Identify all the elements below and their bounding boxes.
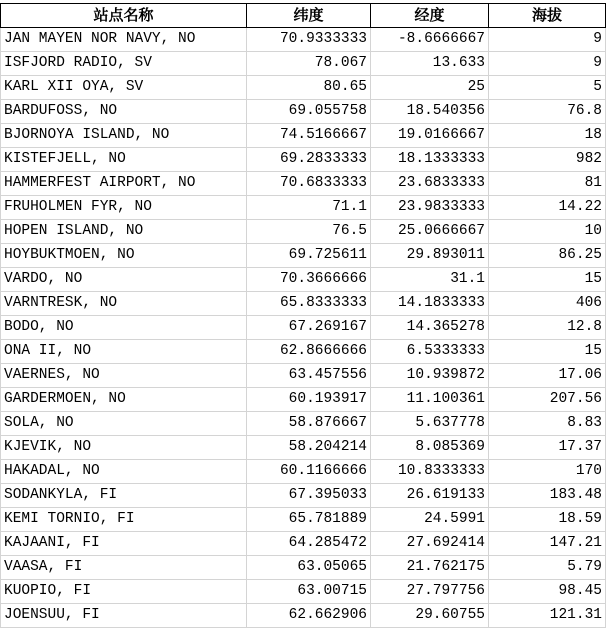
station-name-cell[interactable]: SODANKYLA, FI <box>1 484 247 508</box>
station-name-cell[interactable]: BJORNOYA ISLAND, NO <box>1 124 247 148</box>
altitude-cell[interactable]: 12.8 <box>489 316 606 340</box>
station-table <box>0 3 606 628</box>
latitude-cell[interactable]: 63.457556 <box>247 364 371 388</box>
station-name-cell[interactable]: KUOPIO, FI <box>1 580 247 604</box>
station-name-cell[interactable]: ISFJORD RADIO, SV <box>1 52 247 76</box>
longitude-cell[interactable]: 19.0166667 <box>371 124 489 148</box>
station-name-cell[interactable]: KISTEFJELL, NO <box>1 148 247 172</box>
longitude-cell[interactable]: 14.1833333 <box>371 292 489 316</box>
header-altitude[interactable]: 海拔 <box>489 4 606 28</box>
table-row <box>1 484 606 508</box>
station-name-cell[interactable]: KEMI TORNIO, FI <box>1 508 247 532</box>
station-name-cell[interactable]: HAKADAL, NO <box>1 460 247 484</box>
station-name-cell[interactable]: BARDUFOSS, NO <box>1 100 247 124</box>
table-row <box>1 292 606 316</box>
latitude-cell[interactable]: 70.3666666 <box>247 268 371 292</box>
altitude-cell[interactable]: 15 <box>489 340 606 364</box>
latitude-cell[interactable]: 63.00715 <box>247 580 371 604</box>
latitude-cell[interactable]: 70.9333333 <box>247 28 371 52</box>
longitude-cell[interactable]: 29.893011 <box>371 244 489 268</box>
header-row <box>1 4 606 28</box>
altitude-cell[interactable]: 14.22 <box>489 196 606 220</box>
latitude-cell[interactable]: 63.05065 <box>247 556 371 580</box>
table-row <box>1 100 606 124</box>
station-name-cell[interactable]: KAJAANI, FI <box>1 532 247 556</box>
latitude-cell[interactable]: 70.6833333 <box>247 172 371 196</box>
header-longitude[interactable]: 经度 <box>371 4 489 28</box>
latitude-cell[interactable]: 62.662906 <box>247 604 371 628</box>
altitude-cell[interactable]: 170 <box>489 460 606 484</box>
table-row <box>1 412 606 436</box>
table-row <box>1 604 606 628</box>
station-name-cell[interactable]: HOPEN ISLAND, NO <box>1 220 247 244</box>
table-row <box>1 364 606 388</box>
longitude-cell[interactable]: 10.8333333 <box>371 460 489 484</box>
latitude-cell[interactable]: 65.8333333 <box>247 292 371 316</box>
station-name-cell[interactable]: ONA II, NO <box>1 340 247 364</box>
latitude-cell[interactable]: 76.5 <box>247 220 371 244</box>
longitude-cell[interactable]: 25.0666667 <box>371 220 489 244</box>
altitude-cell[interactable]: 147.21 <box>489 532 606 556</box>
longitude-cell[interactable]: 26.619133 <box>371 484 489 508</box>
longitude-cell[interactable]: -8.6666667 <box>371 28 489 52</box>
table-row <box>1 340 606 364</box>
altitude-cell[interactable]: 8.83 <box>489 412 606 436</box>
altitude-cell[interactable]: 15 <box>489 268 606 292</box>
station-name-cell[interactable]: VARNTRESK, NO <box>1 292 247 316</box>
station-name-cell[interactable]: JOENSUU, FI <box>1 604 247 628</box>
longitude-cell[interactable]: 13.633 <box>371 52 489 76</box>
longitude-cell[interactable]: 31.1 <box>371 268 489 292</box>
latitude-cell[interactable]: 67.269167 <box>247 316 371 340</box>
altitude-cell[interactable]: 18.59 <box>489 508 606 532</box>
table-row <box>1 460 606 484</box>
latitude-cell[interactable]: 69.2833333 <box>247 148 371 172</box>
altitude-cell[interactable]: 5.79 <box>489 556 606 580</box>
latitude-cell[interactable]: 62.8666666 <box>247 340 371 364</box>
table-row <box>1 52 606 76</box>
station-name-cell[interactable]: KJEVIK, NO <box>1 436 247 460</box>
longitude-cell[interactable]: 23.9833333 <box>371 196 489 220</box>
latitude-cell[interactable]: 58.876667 <box>247 412 371 436</box>
latitude-cell[interactable]: 74.5166667 <box>247 124 371 148</box>
table-row <box>1 172 606 196</box>
altitude-cell[interactable]: 10 <box>489 220 606 244</box>
longitude-cell[interactable]: 27.797756 <box>371 580 489 604</box>
altitude-cell[interactable]: 5 <box>489 76 606 100</box>
longitude-cell[interactable]: 18.540356 <box>371 100 489 124</box>
longitude-cell[interactable]: 5.637778 <box>371 412 489 436</box>
station-name-cell[interactable]: FRUHOLMEN FYR, NO <box>1 196 247 220</box>
table-row <box>1 508 606 532</box>
latitude-cell[interactable]: 65.781889 <box>247 508 371 532</box>
station-name-cell[interactable]: VAERNES, NO <box>1 364 247 388</box>
longitude-cell[interactable]: 11.100361 <box>371 388 489 412</box>
altitude-cell[interactable]: 9 <box>489 28 606 52</box>
latitude-cell[interactable]: 60.193917 <box>247 388 371 412</box>
latitude-cell[interactable]: 67.395033 <box>247 484 371 508</box>
table-row <box>1 148 606 172</box>
altitude-cell[interactable]: 406 <box>489 292 606 316</box>
longitude-cell[interactable]: 14.365278 <box>371 316 489 340</box>
latitude-cell[interactable]: 64.285472 <box>247 532 371 556</box>
longitude-cell[interactable]: 25 <box>371 76 489 100</box>
header-latitude[interactable]: 纬度 <box>247 4 371 28</box>
latitude-cell[interactable]: 69.055758 <box>247 100 371 124</box>
table-row <box>1 28 606 52</box>
altitude-cell[interactable]: 76.8 <box>489 100 606 124</box>
altitude-cell[interactable]: 98.45 <box>489 580 606 604</box>
longitude-cell[interactable]: 21.762175 <box>371 556 489 580</box>
longitude-cell[interactable]: 23.6833333 <box>371 172 489 196</box>
table-row <box>1 220 606 244</box>
longitude-cell[interactable]: 18.1333333 <box>371 148 489 172</box>
table-row <box>1 436 606 460</box>
altitude-cell[interactable]: 18 <box>489 124 606 148</box>
latitude-cell[interactable]: 58.204214 <box>247 436 371 460</box>
latitude-cell[interactable]: 78.067 <box>247 52 371 76</box>
longitude-cell[interactable]: 24.5991 <box>371 508 489 532</box>
longitude-cell[interactable]: 27.692414 <box>371 532 489 556</box>
altitude-cell[interactable]: 207.56 <box>489 388 606 412</box>
longitude-cell[interactable]: 6.5333333 <box>371 340 489 364</box>
station-name-cell[interactable]: HAMMERFEST AIRPORT, NO <box>1 172 247 196</box>
latitude-cell[interactable]: 60.1166666 <box>247 460 371 484</box>
table-row <box>1 196 606 220</box>
station-name-cell[interactable]: GARDERMOEN, NO <box>1 388 247 412</box>
table-row <box>1 556 606 580</box>
altitude-cell[interactable]: 17.06 <box>489 364 606 388</box>
altitude-cell[interactable]: 9 <box>489 52 606 76</box>
table-row <box>1 124 606 148</box>
station-name-cell[interactable]: KARL XII OYA, SV <box>1 76 247 100</box>
latitude-cell[interactable]: 71.1 <box>247 196 371 220</box>
station-name-cell[interactable]: VAASA, FI <box>1 556 247 580</box>
header-station-name[interactable]: 站点名称 <box>1 4 247 28</box>
table-row <box>1 316 606 340</box>
longitude-cell[interactable]: 8.085369 <box>371 436 489 460</box>
latitude-cell[interactable]: 69.725611 <box>247 244 371 268</box>
altitude-cell[interactable]: 81 <box>489 172 606 196</box>
table-row <box>1 76 606 100</box>
altitude-cell[interactable]: 121.31 <box>489 604 606 628</box>
altitude-cell[interactable]: 86.25 <box>489 244 606 268</box>
station-name-cell[interactable]: JAN MAYEN NOR NAVY, NO <box>1 28 247 52</box>
table-row <box>1 244 606 268</box>
station-name-cell[interactable]: BODO, NO <box>1 316 247 340</box>
table-row <box>1 580 606 604</box>
table-row <box>1 268 606 292</box>
station-name-cell[interactable]: HOYBUKTMOEN, NO <box>1 244 247 268</box>
latitude-cell[interactable]: 80.65 <box>247 76 371 100</box>
station-name-cell[interactable]: SOLA, NO <box>1 412 247 436</box>
table-row <box>1 388 606 412</box>
altitude-cell[interactable]: 982 <box>489 148 606 172</box>
longitude-cell[interactable]: 29.60755 <box>371 604 489 628</box>
table-row <box>1 532 606 556</box>
altitude-cell[interactable]: 183.48 <box>489 484 606 508</box>
longitude-cell[interactable]: 10.939872 <box>371 364 489 388</box>
altitude-cell[interactable]: 17.37 <box>489 436 606 460</box>
station-name-cell[interactable]: VARDO, NO <box>1 268 247 292</box>
